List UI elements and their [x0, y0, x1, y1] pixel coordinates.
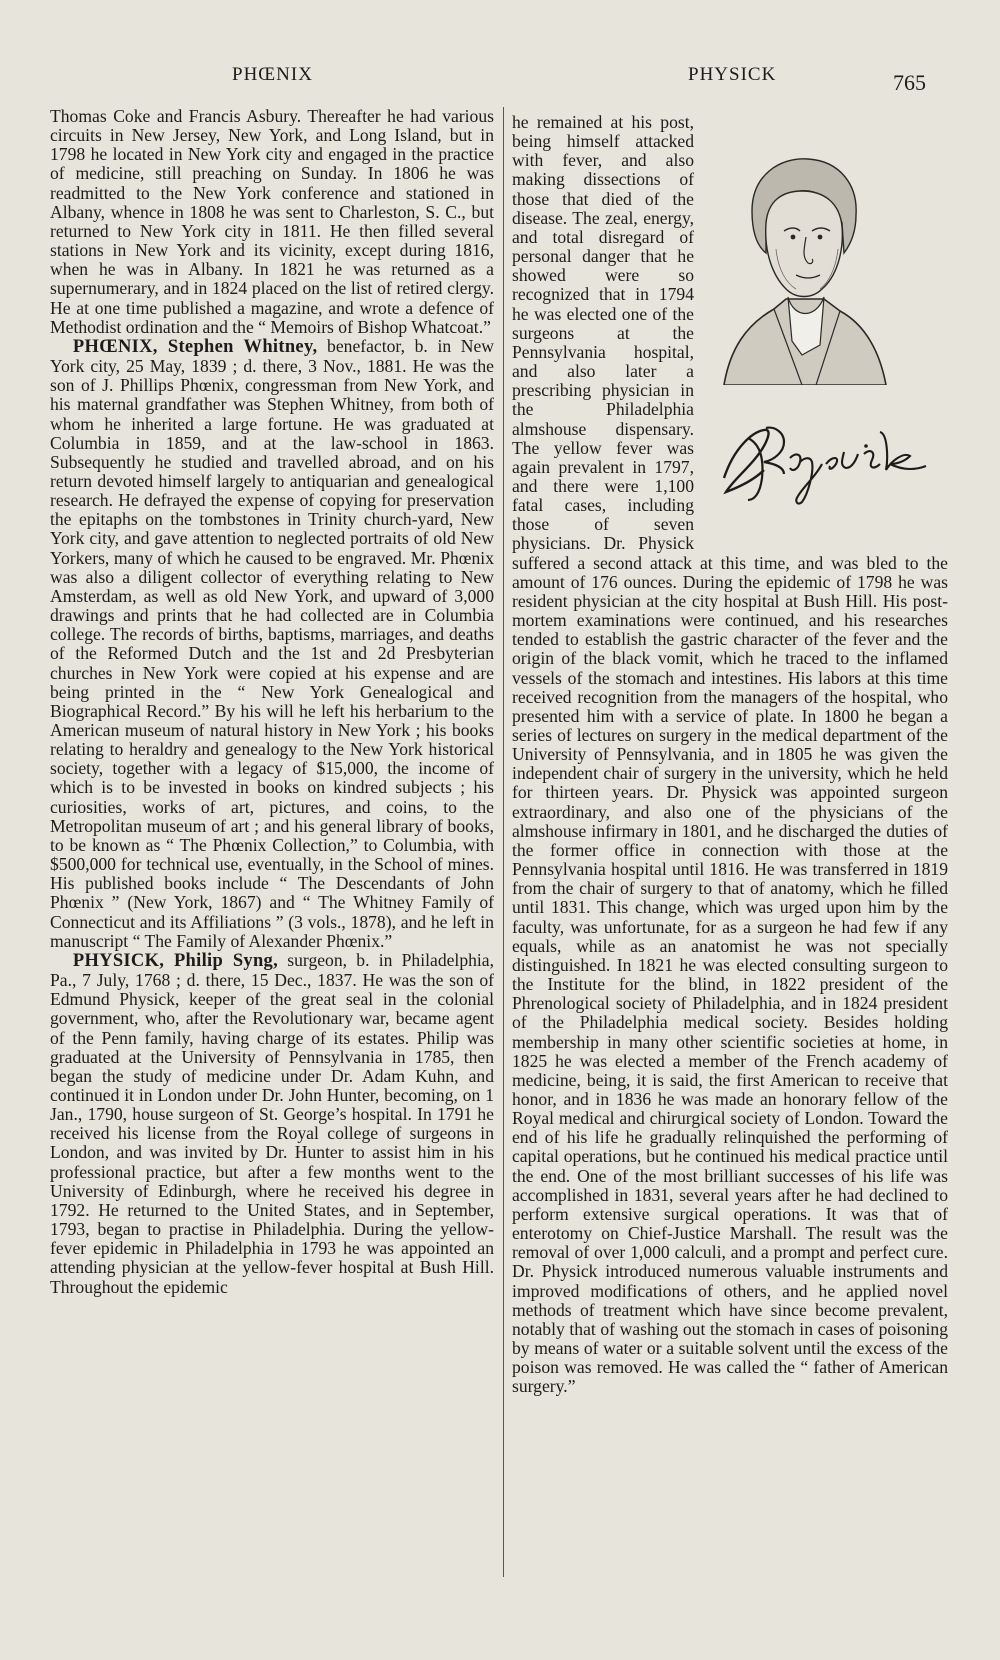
running-head-left: PHŒNIX [232, 64, 313, 85]
portrait-figure [702, 113, 948, 531]
coke-asbury-paragraph: Thomas Coke and Francis Asbury. Thereafter he had various circuits in New Jersey, New York, and Long Island, but in 1798 he located in New York city and engaged in the practice of medicine, still preaching on Sunday. In 1806 he was readmitted to the New York conference and stationed in Albany, whence in 1808 he was sent to Charleston, S. C., but returned to New York city in 1811. He then filled several stations in New York and its vicinity, except during 1816, when he was in Albany. In 1821 he was returned as a supernumerary, and in 1824 placed on the list of retired clergy. He at one time published a magazine, and wrote a defence of Methodist ordination and the “ Memoirs of Bishop Whatcoat.” [50, 106, 494, 337]
phoenix-entry-heading: PHŒNIX, Stephen Whitney, [72, 336, 318, 357]
page-number: 765 [893, 70, 926, 95]
phoenix-entry-text: benefactor, b. in New York city, 25 May, 1839 ; d. there, 3 Nov., 1881. He was the son of J. Phillips Phœnix, congressman from New York, and his maternal grandfather was Stephen Whitney, from both of whom he inherited a large fortune. He was graduated at Columbia in 1859, and at the law-school in 1863. Subsequently he studied and travelled abroad, and on his return devoted himself largely to antiquarian and genealogical research. He defrayed the expense of copying for preservation the epitaphs on the tombstones in Trinity church-yard, New York city, and gave attention to neglected portraits of old New Yorkers, many of which he caused to be engraved. Mr. Phœnix was also a diligent collector of everything relating to New Amsterdam, as well as old New York, and upward of 3,000 drawings and prints that he had collected are in Columbia college. The records of births, baptisms, marriages, and deaths of the Reformed Dutch and the 1st and 2d Presbyterian churches in New York were copied at his expense and are being printed in the “ New York Genealogical and Biographical Record.” By his will he left his herbarium to the American museum of natural history in New York ; his books relating to heraldry and genealogy to the New York historical society, together with a legacy of $15,000, the income of which is to be invested in books on kindred subjects ; his curiosities, works of art, pictures, and coins, to the Metropolitan museum of art ; and his general library of books, to be known as “ The Phœnix Collection,” to Columbia, with $500,000 for technical use, eventually, in the School of mines. His published books include “ The Descendants of John Phœnix ” (New York, 1867) and “ The Whitney Family of Connecticut and its Affiliations ” (3 vols., 1878), and he left in manuscript “ The Family of Alexander Phœnix.” [50, 335, 494, 951]
phoenix-entry [50, 337, 494, 951]
right-column [512, 113, 948, 1396]
physick-entry-text: surgeon, b. in Philadelphia, Pa., 7 July, 1768 ; d. there, 15 Dec., 1837. He was the son of Edmund Physick, keeper of the great seal in the colonial government, who, after the Revolutionary war, became agent of the Penn family, having charge of its estates. Philip was graduated at the University of Pennsylvania in 1785, then began the study of medicine under Dr. Adam Kuhn, and continued it in London under Dr. John Hunter, becoming, on 1 Jan., 1790, house surgeon of St. George’s hospital. In 1791 he received his license from the Royal college of surgeons in London, and was invited by Dr. Hunter to assist him in his professional practice, but after a few months went to the University of Edinburgh, where he received his degree in 1792. He returned to the United States, and in September, 1793, began to practise in Philadelphia. During the yellow-fever epidemic in Philadelphia in 1793 he was appointed an attending physician at the yellow-fever hospital at Bush Hill. Throughout the epidemic [50, 949, 495, 1297]
physick-continuation: he remained at his post, being himself attacked with fever, and also making dissections of those that died of the disease. The zeal, energy, and total disregard of personal danger that he showed were so recognized that in 1794 he was elected one of the surgeons at the Pennsylvania hospital, and also later a prescribing physician in the Philadelphia almshouse dispensary. The yellow fever was again prevalent in 1797, and there were 1,100 fatal cases, including those of seven physicians. Dr. Physick suffered a second attack at this time, and was bled to the amount of 176 ounces. During the epidemic of 1798 he was resident physician at the city hospital at Bush Hill. His post-mortem examinations were continued, and his researches tended to establish the gastric character of the fever and the origin of the black vomit, which he traced to the inflamed vessels of the stomach and intestines. His labors at this time received recognition from the managers of the hospital, who presented him with a service of plate. In 1800 he began a series of lectures on surgery in the medical department of the University of Pennsylvania, and in 1805 he was given the independent chair of surgery in the university, which he held for thirteen years. Dr. Physick was appointed surgeon extraordinary, and also one of the physicians of the almshouse infirmary in 1801, and he discharged the duties of the former office in connection with those at the Pennsylvania hospital until 1816. He was transferred in 1819 from the chair of surgery to that of anatomy, which he filled until 1831. This change, which was urged upon him by the faculty, was unfortunate, for as a surgeon he had few if any equals, while as an anatomist he was not specially distinguished. In 1821 he was elected consulting surgeon to the Institute for the blind, in 1822 president of the Phrenological society of Philadelphia, and in 1824 president of the Philadelphia medical society. Besides holding membership in many other scientific societies at home, in 1825 he was elected a member of the French academy of medicine, being, it is said, the first American to receive that honor, and in 1836 he was made an honorary fellow of the Royal medical and chirurgical society of London. Toward the end of his life he gradually relinquished the performing of capital operations, but he continued his medical practice until the end. One of the most brilliant successes of his life was accomplished in 1831, several years after he had declined to perform extensive surgical operations. It was that of enterotomy on Chief-Justice Marshall. The result was the removal of over 1,000 calculi, and a prompt and perfect cure. Dr. Physick introduced numerous valuable instruments and improved modifications of others, and he applied novel methods of treatment which have since become prevalent, notably that of washing out the stomach in cases of poisoning by means of water or a suitable solvent until the excess of the poison was removed. He was called the “ father of American surgery.” [512, 112, 948, 1397]
column-divider [503, 107, 504, 1577]
portrait-engraving-icon [716, 149, 888, 385]
left-column [50, 107, 494, 1297]
signature-icon [704, 408, 944, 508]
running-head-right: PHYSICK [688, 64, 777, 85]
physick-entry [50, 951, 494, 1297]
physick-entry-heading: PHYSICK, Philip Syng, [72, 950, 279, 971]
